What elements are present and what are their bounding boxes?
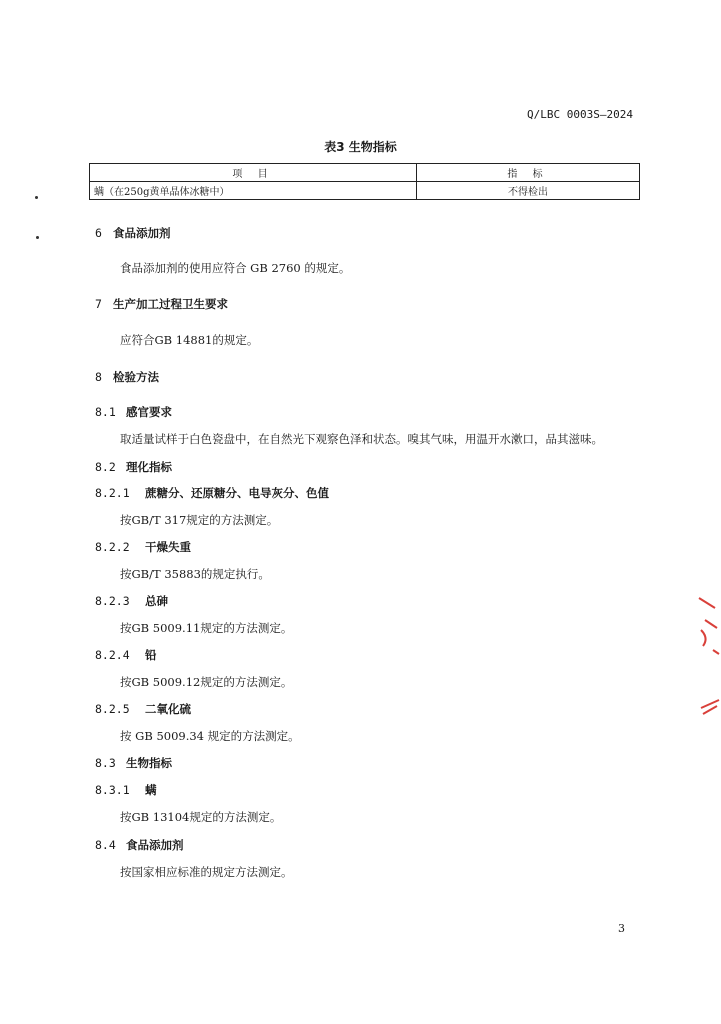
section-8-3-1-heading: 8.3.1 螨 xyxy=(95,783,157,797)
red-seal-edge-icon xyxy=(695,590,721,730)
table-cell-value: 不得检出 xyxy=(417,182,640,200)
section-8-2-2-body: 按GB/T 35883的规定执行。 xyxy=(120,567,270,581)
section-8-heading: 8 检验方法 xyxy=(95,370,159,384)
section-7-body: 应符合GB 14881的规定。 xyxy=(120,333,259,347)
scan-speck xyxy=(36,236,39,239)
page-number: 3 xyxy=(618,922,625,935)
table-cell-item: 螨（在250g黄单晶体冰糖中） xyxy=(90,182,417,200)
section-8-1-body: 取适量试样于白色瓷盘中，在自然光下观察色泽和状态。嗅其气味，用温开水漱口，品其滋味。 xyxy=(120,432,603,446)
section-7-heading: 7 生产加工过程卫生要求 xyxy=(95,297,228,311)
section-6-heading: 6 食品添加剂 xyxy=(95,226,171,240)
table-row xyxy=(90,182,640,200)
table-header-indicator: 指 标 xyxy=(417,164,640,182)
section-8-2-1-body: 按GB/T 317规定的方法测定。 xyxy=(120,513,279,527)
section-8-1-heading: 8.1 感官要求 xyxy=(95,405,172,419)
section-8-2-heading: 8.2 理化指标 xyxy=(95,460,172,474)
section-8-3-heading: 8.3 生物指标 xyxy=(95,756,172,770)
section-8-2-2-heading: 8.2.2 干燥失重 xyxy=(95,540,191,554)
section-8-2-3-body: 按GB 5009.11规定的方法测定。 xyxy=(120,621,293,635)
section-8-2-5-body: 按 GB 5009.34 规定的方法测定。 xyxy=(120,729,300,743)
table-header-item: 项 目 xyxy=(90,164,417,182)
section-6-body: 食品添加剂的使用应符合 GB 2760 的规定。 xyxy=(120,261,351,275)
scan-speck xyxy=(35,196,38,199)
section-8-4-body: 按国家相应标准的规定方法测定。 xyxy=(120,865,293,879)
section-8-2-5-heading: 8.2.5 二氧化硫 xyxy=(95,702,191,716)
section-8-2-4-heading: 8.2.4 铅 xyxy=(95,648,157,662)
section-8-4-heading: 8.4 食品添加剂 xyxy=(95,838,184,852)
section-8-3-1-body: 按GB 13104规定的方法测定。 xyxy=(120,810,282,824)
section-8-2-4-body: 按GB 5009.12规定的方法测定。 xyxy=(120,675,293,689)
table-caption: 表3 生物指标 xyxy=(324,140,397,154)
bio-indicator-table xyxy=(89,163,640,200)
document-code: Q/LBC 0003S—2024 xyxy=(527,108,633,121)
section-8-2-3-heading: 8.2.3 总砷 xyxy=(95,594,168,608)
table-header-row xyxy=(90,164,640,182)
section-8-2-1-heading: 8.2.1 蔗糖分、还原糖分、电导灰分、色值 xyxy=(95,486,329,500)
